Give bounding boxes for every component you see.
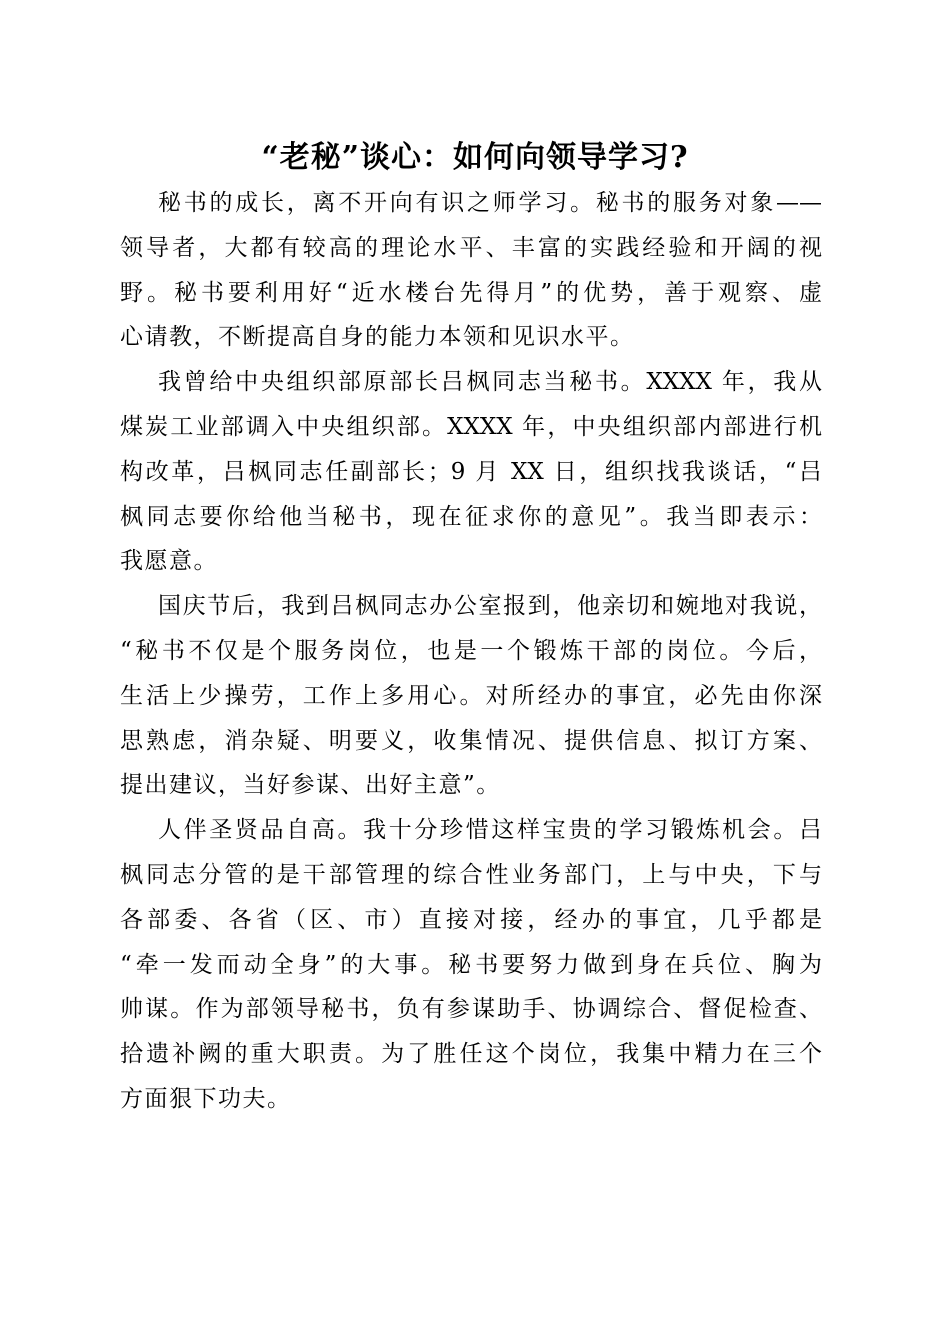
text-line: 构改革，吕枫同志任副部长；9 月 XX 日，组织找我谈话，“吕 — [120, 458, 822, 485]
text-line: 我愿意。 — [120, 548, 218, 575]
document-title: “老秘”谈心：如何向领导学习? — [261, 140, 689, 175]
text-line: 提出建议，当好参谋、出好主意”。 — [120, 772, 501, 799]
document-body — [120, 181, 822, 1122]
text-line: 人伴圣贤品自高。我十分珍惜这样宝贵的学习锻炼机会。吕 — [158, 817, 822, 844]
text-line: 帅谋。作为部领导秘书，负有参谋助手、协调综合、督促检查、 — [120, 996, 822, 1023]
text-line: 思熟虑，消杂疑、明要义，收集情况、提供信息、拟订方案、 — [120, 727, 822, 754]
text-line: 领导者，大都有较高的理论水平、丰富的实践经验和开阔的视 — [120, 234, 822, 261]
text-line: 方面狠下功夫。 — [120, 1085, 292, 1112]
paragraph — [120, 584, 822, 808]
text-line: 煤炭工业部调入中央组织部。XXXX 年，中央组织部内部进行机 — [120, 413, 822, 440]
text-line: 国庆节后，我到吕枫同志办公室报到，他亲切和婉地对我说， — [158, 593, 822, 620]
text-line: 心请教，不断提高自身的能力本领和见识水平。 — [120, 324, 635, 351]
text-line: “牵一发而动全身”的大事。秘书要努力做到身在兵位、胸为 — [120, 951, 822, 978]
text-line: 各部委、各省（区、市）直接对接，经办的事宜，几乎都是 — [120, 906, 822, 933]
text-line: 枫同志要你给他当秘书，现在征求你的意见”。我当即表示： — [120, 503, 822, 530]
text-line: 秘书的成长，离不开向有识之师学习。秘书的服务对象—— — [158, 190, 822, 216]
text-line: 野。秘书要利用好“近水楼台先得月”的优势，善于观察、虚 — [120, 279, 822, 306]
paragraph — [120, 181, 822, 360]
text-line: “秘书不仅是个服务岗位，也是一个锻炼干部的岗位。今后， — [120, 637, 822, 664]
paragraph — [120, 360, 822, 584]
text-line: 生活上少操劳，工作上多用心。对所经办的事宜，必先由你深 — [120, 682, 822, 709]
text-line: 拾遗补阙的重大职责。为了胜任这个岗位，我集中精力在三个 — [120, 1041, 822, 1068]
text-line: 我曾给中央组织部原部长吕枫同志当秘书。XXXX 年，我从 — [158, 369, 822, 396]
paragraph — [120, 808, 822, 1122]
text-line: 枫同志分管的是干部管理的综合性业务部门，上与中央，下与 — [120, 861, 822, 888]
